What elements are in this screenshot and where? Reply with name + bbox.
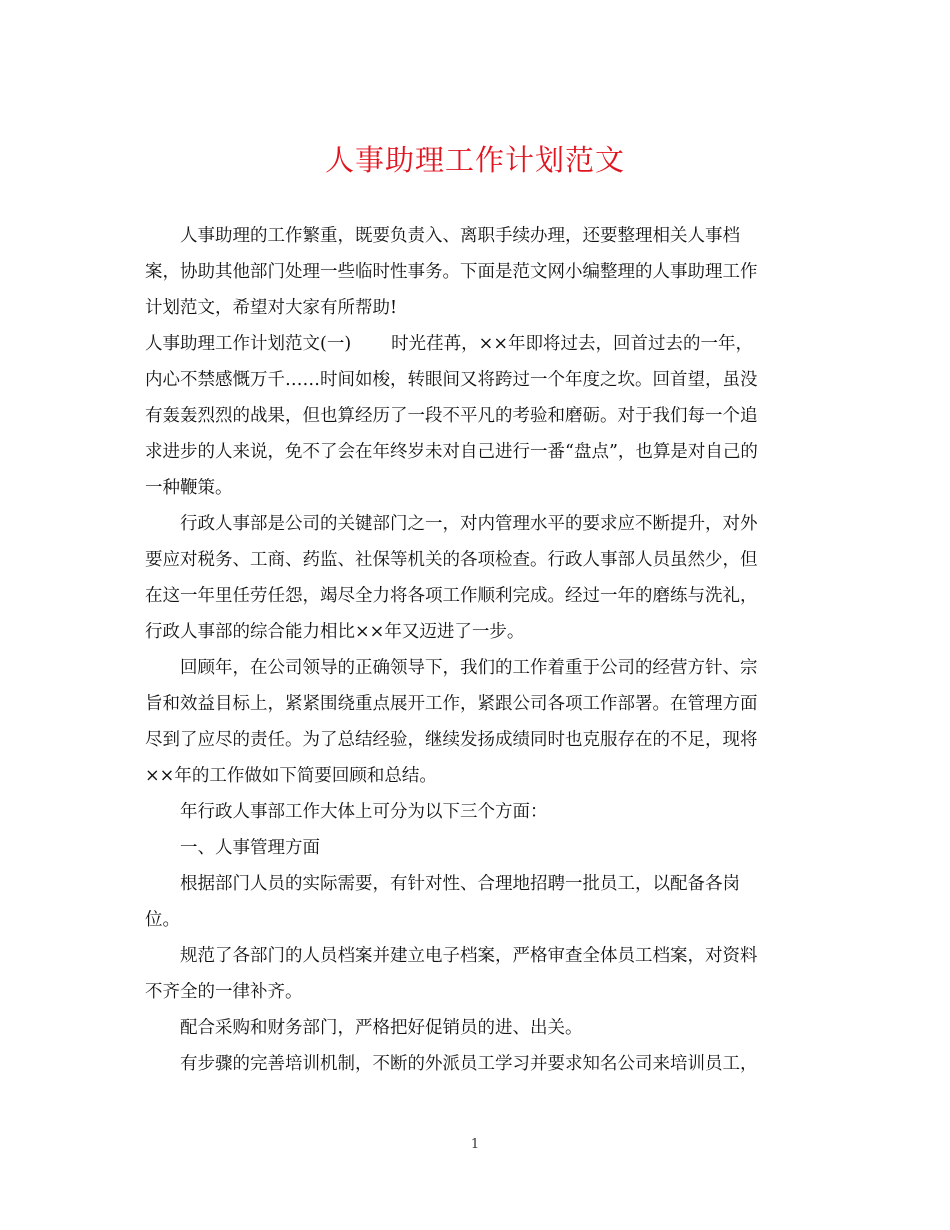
- intro-line: 案，协助其他部门处理一些临时性事务。下面是范文网小编整理的人事助理工作: [145, 262, 758, 282]
- section-heading-line: [145, 326, 805, 362]
- section-line: 时光荏苒，××年即将过去，回首过去的一年，: [391, 334, 753, 354]
- document-body: [145, 218, 805, 1082]
- paragraph-line: 回顾年，在公司领导的正确领导下，我们的工作着重于公司的经营方针、宗: [180, 658, 758, 678]
- paragraph-line: 有步骤的完善培训机制，不断的外派员工学习并要求知名公司来培训员工，: [180, 1054, 758, 1074]
- section-line: 有轰轰烈烈的战果，但也算经历了一段不平凡的考验和磨砺。对于我们每一个追: [145, 406, 758, 426]
- paragraph-line: 旨和效益目标上，紧紧围绕重点展开工作，紧跟公司各项工作部署。在管理方面: [145, 694, 758, 714]
- intro-line: 人事助理的工作繁重，既要负责入、离职手续办理，还要整理相关人事档: [180, 226, 740, 246]
- intro-line: 计划范文，希望对大家有所帮助!: [145, 298, 398, 318]
- paragraph-line: 位。: [145, 910, 180, 930]
- paragraph-line: 在这一年里任劳任怨，竭尽全力将各项工作顺利完成。经过一年的磨练与洗礼，: [145, 586, 758, 606]
- section-line: 内心不禁感慨万千……时间如梭，转眼间又将跨过一个年度之坎。回首望，虽没: [145, 370, 758, 390]
- paragraph-line: 根据部门人员的实际需要，有针对性、合理地招聘一批员工，以配备各岗: [180, 874, 740, 894]
- section-line: 一种鞭策。: [145, 478, 233, 498]
- paragraph-line: 行政人事部是公司的关键部门之一，对内管理水平的要求应不断提升，对外: [180, 514, 758, 534]
- subsection-heading: 一、人事管理方面: [180, 838, 320, 858]
- page-number: 1: [470, 1137, 480, 1152]
- section-line: 求进步的人来说，免不了会在年终岁未对自己进行一番“盘点”，也算是对自己的: [145, 442, 758, 462]
- section-heading: 人事助理工作计划范文(一): [145, 334, 352, 354]
- paragraph-line: 规范了各部门的人员档案并建立电子档案，严格审查全体员工档案，对资料: [180, 946, 758, 966]
- paragraph-line: 要应对税务、工商、药监、社保等机关的各项检查。行政人事部人员虽然少，但: [145, 550, 758, 570]
- paragraph-line: 配合采购和财务部门，严格把好促销员的进、出关。: [180, 1018, 583, 1038]
- paragraph-line: 不齐全的一律补齐。: [145, 982, 303, 1002]
- paragraph-line: 尽到了应尽的责任。为了总结经验，继续发扬成绩同时也克服存在的不足，现将: [145, 730, 758, 750]
- paragraph-line: ××年的工作做如下简要回顾和总结。: [145, 766, 437, 786]
- document-title: 人事助理工作计划范文: [324, 143, 625, 177]
- paragraph-line: 行政人事部的综合能力相比××年又迈进了一步。: [145, 622, 525, 642]
- paragraph-line: 年行政人事部工作大体上可分为以下三个方面：: [180, 802, 548, 822]
